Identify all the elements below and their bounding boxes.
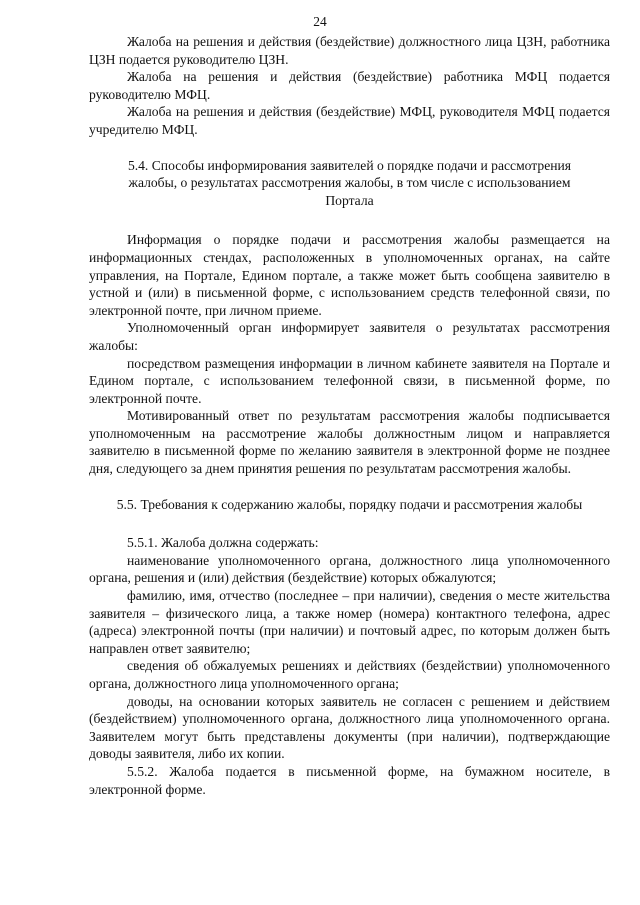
paragraph-5-5-2: 5.5.2. Жалоба подается в письменной форме, на бумажном носителе, в электронной форме. <box>89 763 610 797</box>
spacer <box>89 209 610 231</box>
paragraph-5-4-means: посредством размещения информации в личном кабинете заявителя на Портале и Едином портале, с использованием телефонной связи, в письменной форме, по электронной почте. <box>89 355 610 406</box>
paragraph-5-4-informs: Уполномоченный орган информирует заявителя о результатах рассмотрения жалобы: <box>89 320 610 353</box>
paragraph-5-5-1: 5.5.1. Жалоба должна содержать: <box>127 535 319 551</box>
paragraph-5-4-info: Информация о порядке подачи и рассмотрения жалобы размещается на информационных стендах, расположенных в уполномоченных органах, на сайте управления, на Портале, Едином портале, а также может быть сообщена заявителю в устной и (или) в письменной форме, с использованием средств телефонной связи, по электронной почте, при личном приеме. <box>89 232 610 318</box>
paragraph-5-5-1-fio: фамилию, имя, отчество (последнее – при наличии), сведения о месте жительства заявителя – физического лица, а также номер (номера) контактного телефона, адрес (адреса) электронной почты (при наличии) и почтовый адрес, по которым должен быть направлен ответ заявителю; <box>89 588 610 656</box>
paragraph-complaint-czn: Жалоба на решения и действия (бездействие) должностного лица ЦЗН, работника ЦЗН подается руководителю ЦЗН. <box>89 34 610 67</box>
paragraph-5-4-answer: Мотивированный ответ по результатам рассмотрения жалобы подписывается уполномоченным на рассмотрение жалобы должностным лицом и направляется заявителю в письменной форме по желанию заявителя в электронной форме не позднее дня, следующего за днем принятия решения по результатам рассмотрения жалобы. <box>89 408 610 477</box>
section-heading-5-4: 5.4. Способы информирования заявителей о порядке подачи и рассмотрения жалобы, о результатах рассмотрения жалобы, в том числе с использованием Портала <box>127 157 572 208</box>
page-number: 24 <box>313 14 327 29</box>
paragraph-5-5-1-arguments: доводы, на основании которых заявитель не согласен с решением и действием (бездействием) уполномоченного органа, должностного лица уполномоченного органа. Заявителем могут быть представлены документы (при наличии), подтверждающие доводы заявителя, либо их копии. <box>89 693 610 762</box>
spacer <box>89 139 610 157</box>
paragraph-complaint-mfc-worker: Жалоба на решения и действия (бездействие) работника МФЦ подается руководителю МФЦ. <box>89 69 610 102</box>
spacer <box>89 513 610 534</box>
document-body <box>89 33 610 798</box>
paragraph-complaint-mfc-head: Жалоба на решения и действия (бездействие) МФЦ, руководителя МФЦ подается учредителю МФЦ. <box>89 104 610 137</box>
section-heading-5-5: 5.5. Требования к содержанию жалобы, порядку подачи и рассмотрения жалобы <box>116 496 583 512</box>
paragraph-5-5-1-name: наименование уполномоченного органа, должностного лица уполномоченного органа, решения и (или) действия (бездействие) которых обжалуются; <box>89 552 610 586</box>
paragraph-5-5-1-info: сведения об обжалуемых решениях и действиях (бездействии) уполномоченного органа, должностного лица уполномоченного органа; <box>89 658 610 691</box>
spacer <box>89 478 610 496</box>
